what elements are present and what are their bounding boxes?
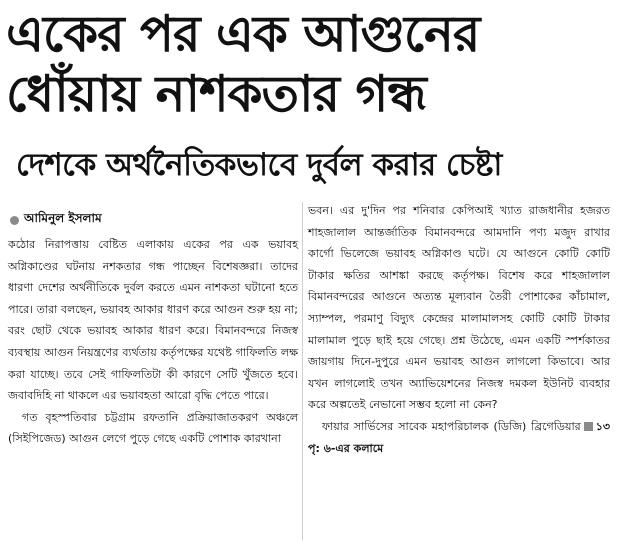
jump-square-icon	[584, 422, 593, 431]
column-divider	[302, 202, 303, 540]
subheadline: দেশকে অর্থনৈতিকভাবে দুর্বল করার চেষ্টা	[16, 147, 502, 183]
article-paragraph: কঠোর নিরাপত্তায় বেষ্টিত এলাকায় একের পর এক ভয়াবহ অগ্নিকাণ্ডের ঘটনায় নশকতার গন্ধ পাচ্ছেন বিশেষজ্ঞরা। তাদের ধারণা দেশের অর্থনীতিকে দুর্বল করতে এমন নাশকতা ঘটানো হতে পারে। তারা বলছেন, ভয়াবহ আকার ধারণ করে আগুন শুরু হয় না; বরং ছোট থেকে ভয়াবহ আকার ধারণ করে। বিমানবন্দরে নিজস্ব ব্যবস্থায় আগুন নিয়ন্ত্রণের ব্যর্থতায় কর্তৃপক্ষের যথেষ্ট গাফিলতি লক্ষ করা যাচ্ছে। তবে সেই গাফিলতিটা কী কারণে সেটি খুঁজতে হবে। জবাবদিহি না থাকলে এর ভয়াবহতা আরো বৃদ্ধি পেতে পারে।	[8, 238, 298, 403]
article-column-right	[308, 200, 610, 459]
continuation-reference: ১৩ পৃ: ৬-এর কলামে	[308, 419, 610, 455]
headline	[6, 4, 613, 124]
article-column-left	[8, 234, 298, 450]
article-paragraph: ভবন। এর দু'দিন পর শনিবার কেপিআই খ্যাত রাজধানীর হজরত শাহজালাল আন্তর্জাতিক বিমানবন্দরে আমদানি পণ্য মজুদ রাখার কার্গো ভিলেজে ভয়াবহ অগ্নিকাণ্ড ঘটে। যে আগুনে কোটি কোটি টাকার ক্ষতির আশঙ্কা করছে কর্তৃপক্ষ। বিশেষ করে শাহজালাল বিমানবন্দরের আগুনে অত্যন্ত মূল্যবান তৈরী পোশাকের কাঁচামাল, স্যাম্পল, পরমাণু বিদ্যুৎ কেন্দ্রের মালামালসহ কোটি কোটি টাকার মালামাল পুড়ে ছাই হয়ে গেছে। প্রশ্ন উঠেছে, এমন একটি স্পর্শকাতর জায়গায় দিনে-দুপুরে এমন ভয়াবহ আগুন লাগলো কিভাবে। আর যখন লাগলোই তখন অ্যাভিয়েশনের নিজস্ব দমকল ইউনিট ব্যবহার করে অল্পতেই নেভানো সম্ভব হলো না কেন?	[308, 204, 610, 412]
article-paragraph-last	[308, 416, 610, 459]
headline-line-1: একের পর এক আগুনের	[6, 5, 480, 63]
byline	[10, 210, 102, 230]
article-paragraph: গত বৃহস্পতিবার চট্টগ্রাম রফতানি প্রক্রিয়াজাতকরণ অঞ্চলে (সিইপিজেড) আগুন লেগে পুড়ে গেছে একটি পোশাক কারখানা	[8, 410, 298, 446]
byline-bullet-icon	[10, 216, 19, 225]
byline-author: আমিনুল ইসলাম	[24, 211, 102, 225]
article-paragraph-text: ফায়ার সার্ভিসের সাবেক মহাপরিচালক (ডিজি) ব্রিগেডিয়ার	[322, 419, 581, 433]
headline-line-2: ধোঁয়ায় নাশকতার গন্ধ	[6, 65, 426, 123]
